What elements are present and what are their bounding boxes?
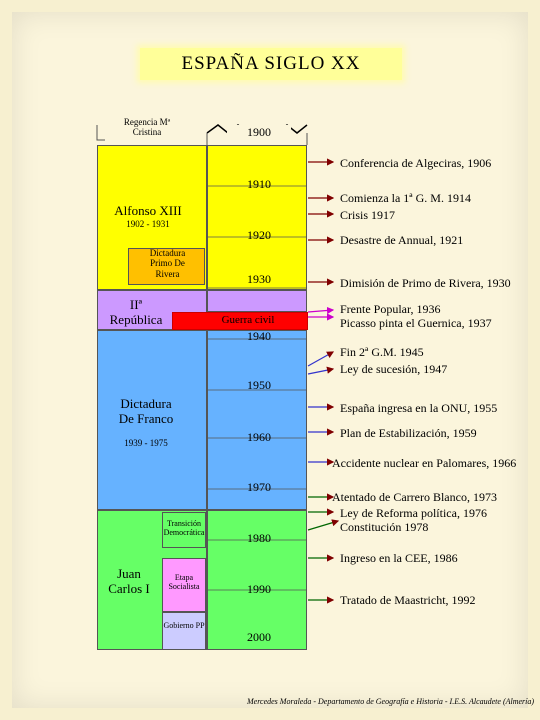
year-1900: 1900 <box>227 125 291 140</box>
event-constitucion: Constitución 1978 <box>340 520 429 534</box>
event-arrows <box>308 162 338 600</box>
year-1910: 1910 <box>247 177 271 191</box>
event-frente-popular: Frente Popular, 1936 <box>340 302 441 316</box>
label-franco: Dictadura De Franco <box>118 396 174 426</box>
label-juan-carlos: Juan Carlos I <box>108 566 150 596</box>
year-1990: 1990 <box>247 582 271 596</box>
label-republica: IIª República <box>109 297 163 327</box>
event-maastricht: Tratado de Maastricht, 1992 <box>340 593 476 607</box>
event-crisis-1917: Crisis 1917 <box>340 208 396 222</box>
event-reforma-politica: Ley de Reforma política, 1976 <box>340 506 487 520</box>
year-2000: 2000 <box>247 630 271 644</box>
label-franco-dates: 1939 - 1975 <box>124 438 168 448</box>
year-1920: 1920 <box>247 228 271 242</box>
event-annual: Desastre de Annual, 1921 <box>340 233 464 247</box>
footer-credit: Mercedes Moraleda - Departamento de Geografía e Historia - I.E.S. Alcaudete (Almería) <box>247 697 535 706</box>
label-alfonso: Alfonso XIII <box>114 203 182 218</box>
event-guernica: Picasso pinta el Guernica, 1937 <box>340 316 492 330</box>
event-cee: Ingreso en la CEE, 1986 <box>340 551 458 565</box>
event-arrow <box>308 369 333 374</box>
event-onu: España ingresa en la ONU, 1955 <box>340 401 498 415</box>
event-palomares: Accidente nuclear en Palomares, 1966 <box>332 456 517 470</box>
label-gobierno-pp: Gobierno PP <box>163 621 205 630</box>
year-1980: 1980 <box>247 531 271 545</box>
label-guerra: Guerra civil <box>221 314 275 326</box>
event-plan-estabilizacion: Plan de Estabilización, 1959 <box>340 426 477 440</box>
regencia-bracket <box>97 125 105 140</box>
event-1gm: Comienza la 1ª G. M. 1914 <box>340 191 471 205</box>
event-fin-2gm: Fin 2ª G.M. 1945 <box>340 345 424 359</box>
label-transicion: Transición Democrática <box>163 519 205 538</box>
event-algeciras: Conferencia de Algeciras, 1906 <box>340 156 492 170</box>
event-arrow <box>308 352 333 366</box>
event-ley-sucesion: Ley de sucesión, 1947 <box>340 362 448 376</box>
label-socialista: Etapa Socialista <box>168 573 200 592</box>
label-regencia: Regencia Mª Cristina <box>123 117 171 138</box>
event-arrow <box>308 310 333 312</box>
year-1940: 1940 <box>247 329 271 343</box>
year-1960: 1960 <box>247 430 271 444</box>
year-1970: 1970 <box>247 480 271 494</box>
year-1950: 1950 <box>247 378 271 392</box>
title-text: ESPAÑA SIGLO XX <box>181 53 361 74</box>
year-1930: 1930 <box>247 272 271 286</box>
event-arrow <box>308 521 338 530</box>
label-primo: Dictadura Primo De Rivera <box>149 248 186 279</box>
label-alfonso-dates: 1902 - 1931 <box>126 219 170 229</box>
event-dimision-primo: Dimisión de Primo de Rivera, 1930 <box>340 276 511 290</box>
event-carrero-blanco: Atentado de Carrero Blanco, 1973 <box>332 490 497 504</box>
